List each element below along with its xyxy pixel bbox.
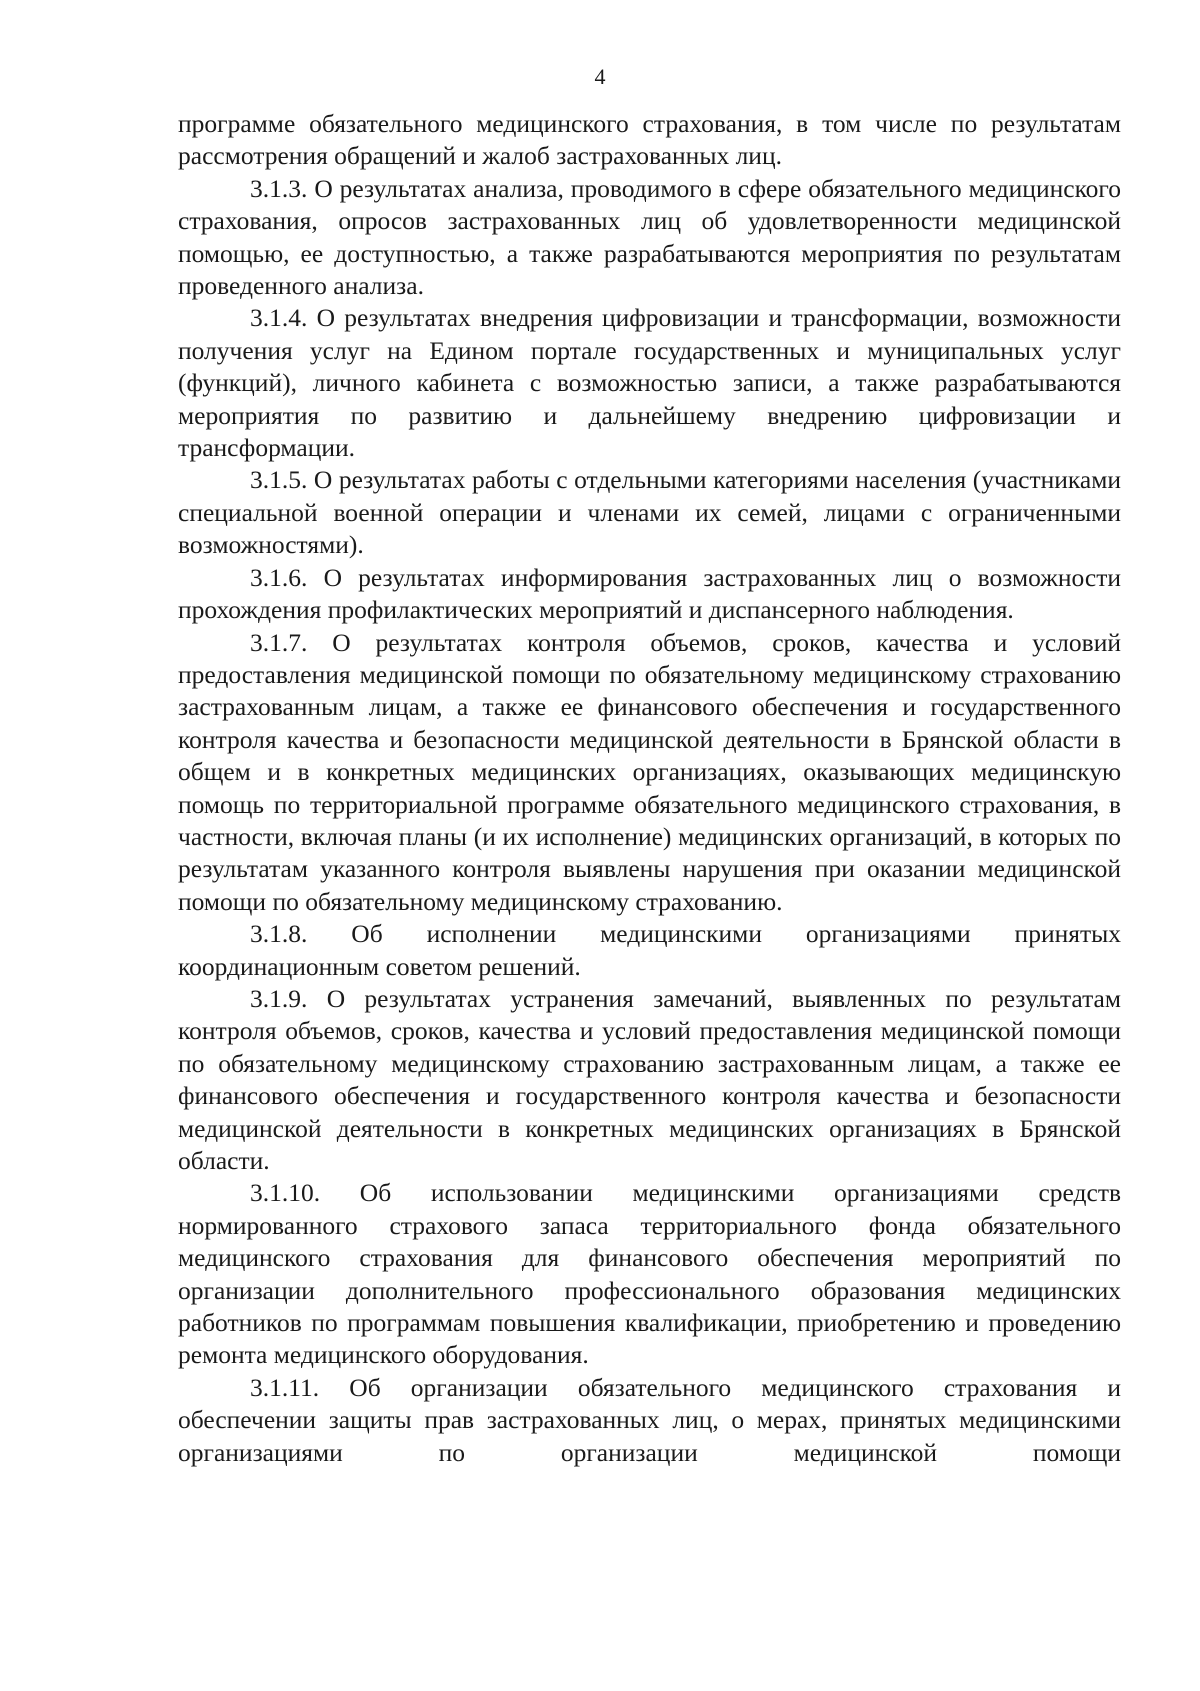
paragraph-3-1-5: 3.1.5. О результатах работы с отдельными категориями населения (участниками специальной военной операции и членами их семей, лицами с ограниченными возможностями).	[178, 465, 1121, 560]
paragraph-3-1-8: 3.1.8. Об исполнении медицинскими организациями принятых координационным советом решений.	[178, 919, 1121, 981]
paragraph-3-1-4: 3.1.4. О результатах внедрения цифровизации и трансформации, возможности получения услуг на Едином портале государственных и муниципальных услуг (функций), личного кабинета с возможностью записи, а также разрабатываются мероприятия по развитию и дальнейшему внедрению цифровизации и трансформации.	[178, 303, 1121, 463]
paragraph-3-1-9: 3.1.9. О результатах устранения замечаний, выявленных по результатам контроля объемов, сроков, качества и условий предоставления медицинской помощи по обязательному медицинскому страхованию застрахованным лицам, а также ее финансового обеспечения и государственного контроля качества и безопасности медицинской деятельности в конкретных медицинских организациях в Брянской области.	[178, 983, 1121, 1175]
paragraph-3-1-11: 3.1.11. Об организации обязательного медицинского страхования и обеспечении защиты прав застрахованных лиц, о мерах, принятых медицинскими организациями по организации медицинской помощи	[178, 1372, 1121, 1467]
paragraph-3-1-3: 3.1.3. О результатах анализа, проводимого в сфере обязательного медицинского страхования, опросов застрахованных лиц об удовлетворенности медицинской помощью, ее доступностью, а также разрабатываются мероприятия по результатам проведенного анализа.	[178, 173, 1121, 301]
page-number: 4	[594, 64, 606, 89]
paragraph-3-1-6: 3.1.6. О результатах информирования застрахованных лиц о возможности прохождения профилактических мероприятий и диспансерного наблюдения.	[178, 562, 1121, 625]
paragraph-continuation: программе обязательного медицинского страхования, в том числе по результатам рассмотрения обращений и жалоб застрахованных лиц.	[178, 109, 1121, 171]
paragraph-3-1-10: 3.1.10. Об использовании медицинскими организациями средств нормированного страхового запаса территориального фонда обязательного медицинского страхования для финансового обеспечения мероприятий по организации дополнительного профессионального образования медицинских работников по программам повышения квалификации, приобретению и проведению ремонта медицинского оборудования.	[178, 1178, 1121, 1370]
document-body	[178, 108, 1121, 1469]
paragraph-3-1-7: 3.1.7. О результатах контроля объемов, сроков, качества и условий предоставления медицинской помощи по обязательному медицинскому страхованию застрахованным лицам, а также ее финансового обеспечения и государственного контроля качества и безопасности медицинской деятельности в Брянской области в общем и в конкретных медицинских организациях, оказывающих медицинскую помощь по территориальной программе обязательного медицинского страхования, в частности, включая планы (и их исполнение) медицинских организаций, в которых по результатам указанного контроля выявлены нарушения при оказании медицинской помощи по обязательному медицинскому страхованию.	[178, 627, 1121, 916]
